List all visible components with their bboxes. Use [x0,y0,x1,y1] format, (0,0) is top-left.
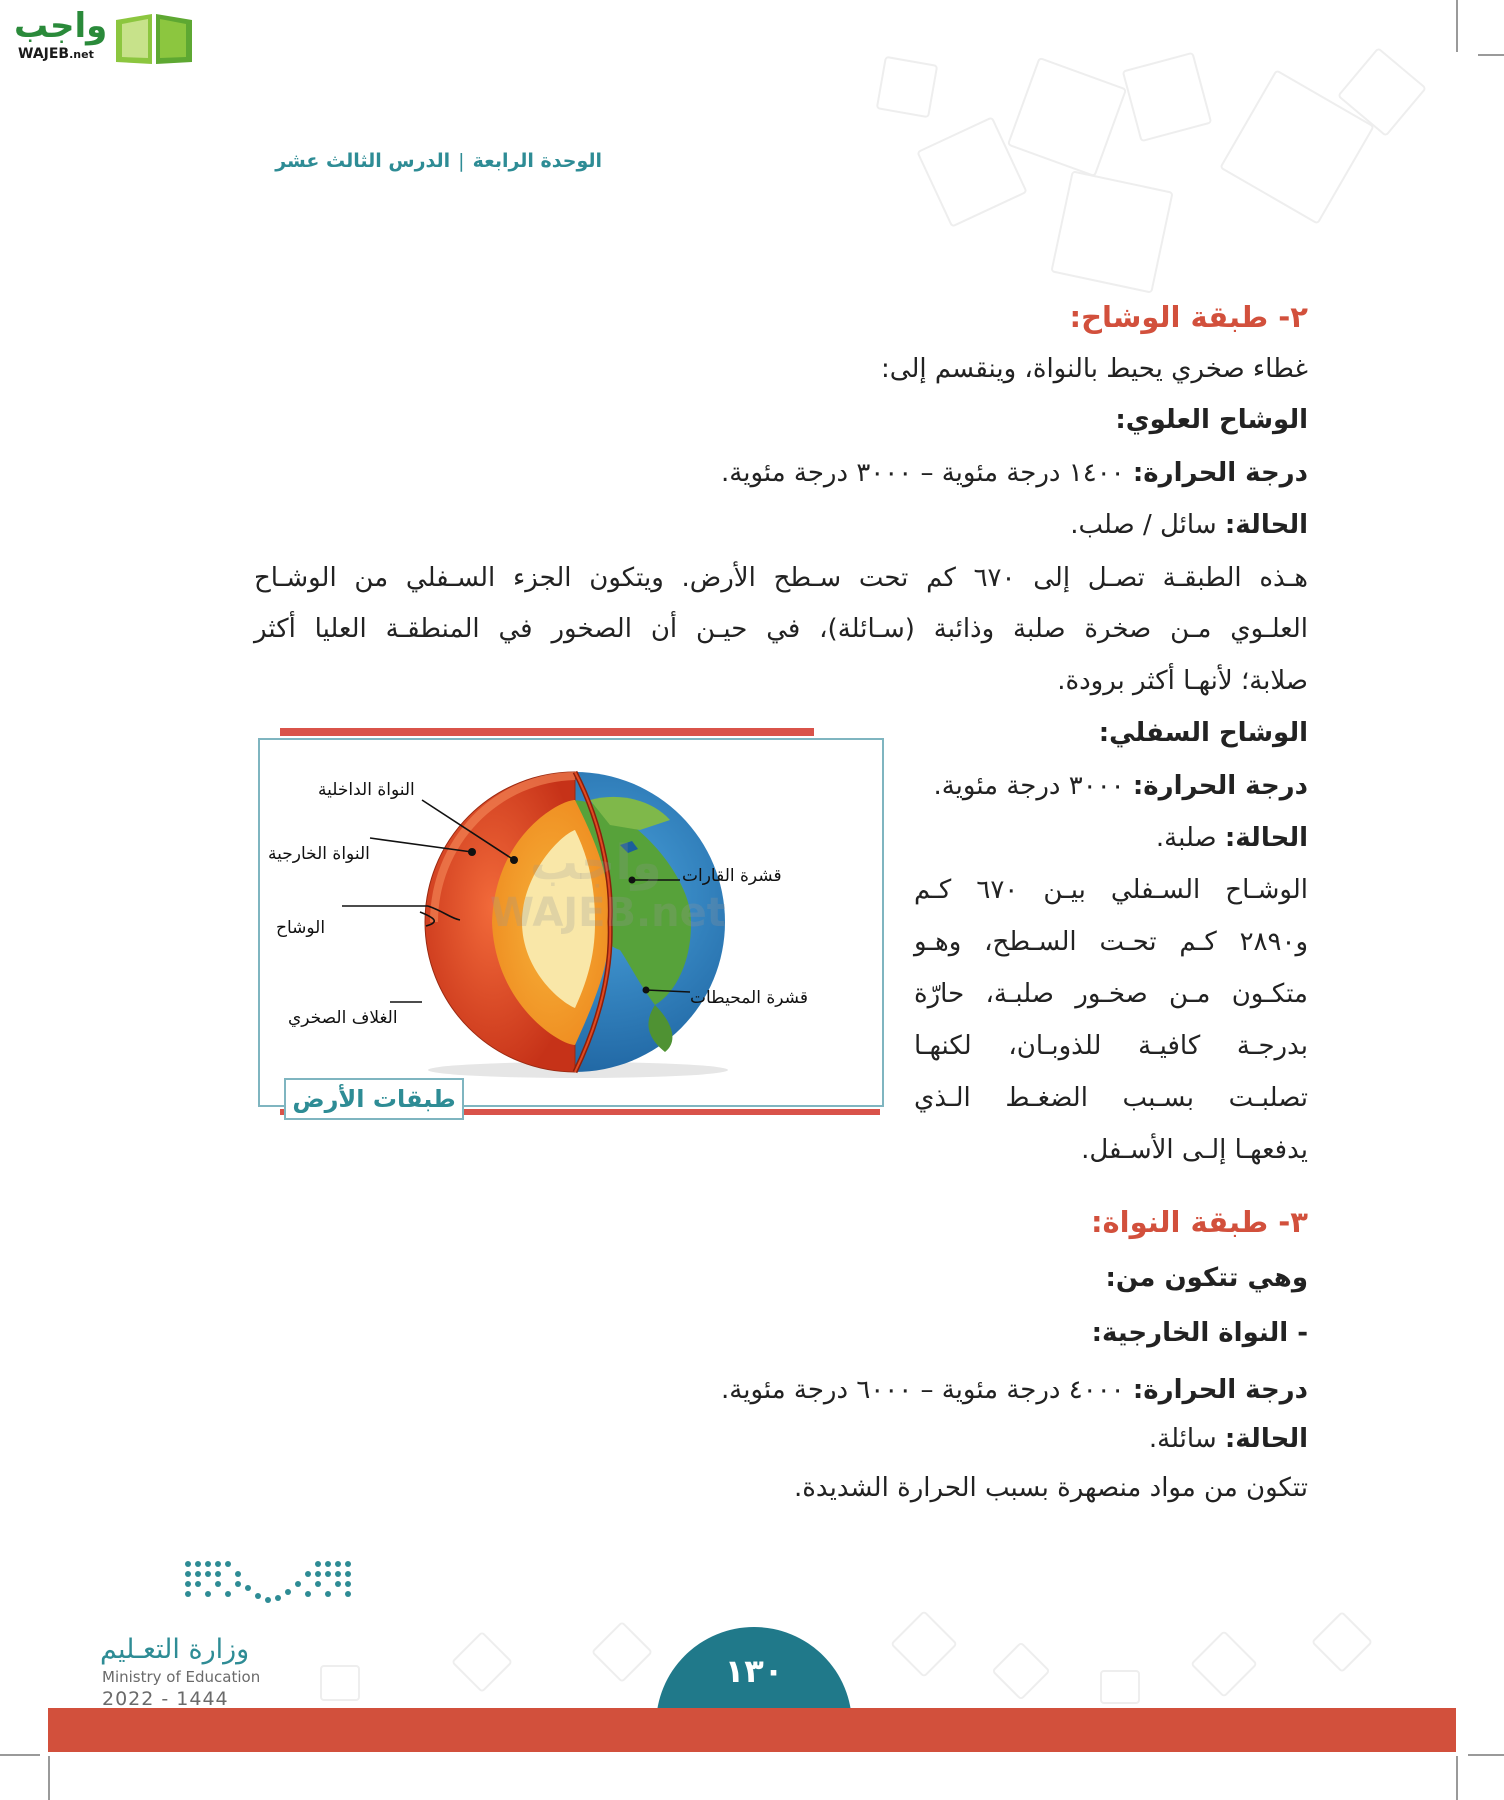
crop-mark [1456,0,1458,52]
state-value: سائلة. [1148,1424,1217,1454]
outer-core-paragraph: تتكون من مواد منصهرة بسبب الحرارة الشديدة. [794,1473,1308,1503]
upper-mantle-title: الوشاح العلوي: [1115,405,1308,435]
crop-mark [1478,54,1504,56]
label-continental-crust: قشرة القارات [682,866,782,886]
unit-label: الوحدة الرابعة [472,150,602,172]
lower-mantle-temperature [933,771,1308,801]
lower-mantle-paragraph-line: تصلبـت بسـبب الضغـط الـذي [914,1083,1308,1113]
upper-mantle-paragraph-line: صلابة؛ لأنهـا أكثر برودة. [1057,666,1308,696]
outer-core-state [1149,1424,1308,1454]
state-label: الحالة: [1224,510,1308,540]
crop-mark [0,1754,40,1756]
label-oceanic-crust: قشرة المحيطات [690,988,808,1008]
decor-square [1007,57,1127,177]
logo-arabic: واجب [14,6,108,46]
lower-mantle-paragraph-line: بدرجـة كافيـة للذوبـان، لكنهـا [914,1031,1308,1061]
state-label: الحالة: [1224,1424,1308,1454]
decor-square [1100,1670,1140,1704]
temp-value: ١٤٠٠ درجة مئوية – ٣٠٠٠ درجة مئوية. [721,458,1125,488]
core-intro: وهي تتكون من: [1105,1263,1308,1293]
figure-top-bar [280,728,814,736]
lower-mantle-paragraph-line: الوشـاح السـفلي بيـن ٦٧٠ كـم [914,875,1308,905]
state-label: الحالة: [1224,823,1308,853]
ministry-name-english: Ministry of Education [102,1668,261,1686]
temp-label: درجة الحرارة: [1132,771,1308,801]
decor-square [1122,52,1213,143]
figure-caption: طبقات الأرض [284,1078,464,1120]
section-heading-core: ٣- طبقة النواة: [1090,1205,1308,1239]
footer-band [48,1708,1456,1752]
crop-mark [1468,1754,1504,1756]
ministry-of-education-logo [100,1558,360,1708]
decor-square [991,1641,1050,1700]
lower-mantle-paragraph-line: يدفعهـا إلـى الأسـفل. [1081,1135,1308,1165]
figure-watermark: WAJEB.net [490,890,726,936]
outer-core-temperature [721,1375,1308,1405]
lower-mantle-title: الوشاح السفلي: [1098,718,1308,748]
outer-core-title: - النواة الخارجية: [1091,1318,1308,1348]
wajeb-logo[interactable] [8,4,198,68]
label-lithosphere: الغلاف الصخري [288,1008,398,1028]
state-value: صلبة. [1155,823,1217,853]
decor-square [451,1631,513,1693]
upper-mantle-temperature [721,458,1308,488]
label-mantle: الوشاح [276,918,326,938]
temp-label: درجة الحرارة: [1132,1375,1308,1405]
lower-mantle-state [1156,823,1308,853]
section-heading-mantle: ٢- طبقة الوشاح: [1069,300,1308,334]
upper-mantle-state [1070,510,1308,540]
crop-mark [48,1756,50,1800]
label-inner-core: النواة الداخلية [318,780,415,800]
lower-mantle-paragraph-line: متكـون مـن صخـور صلبـة، حارّة [914,979,1308,1009]
decor-square [1050,170,1173,293]
figure-watermark-arabic: واجب [530,835,662,891]
page-number: ١٣٠ [724,1652,784,1690]
logo-latin: WAJEB.net [18,46,94,62]
upper-mantle-paragraph-line: العلـوي مـن صخرة صلبة وذائبة (سـائلة)، في حيـن أن الصخور في المنطقـة العليا أكثر [254,614,1308,644]
decor-square [890,1610,958,1678]
crop-mark [1456,1756,1458,1800]
state-value: سائل / صلب. [1070,510,1217,540]
edition-year: 2022 - 1444 [102,1688,229,1710]
temp-label: درجة الحرارة: [1132,458,1308,488]
ministry-name-arabic: وزارة التعـليم [100,1634,250,1665]
decor-square [591,1621,653,1683]
upper-mantle-paragraph-line: هـذه الطبقـة تصـل إلى ٦٧٠ كم تحت سـطح الأرض. ويتكون الجزء السـفلي من الوشـاح [254,563,1308,593]
open-book-icon [114,10,194,66]
lesson-label: الدرس الثالث عشر [275,150,451,172]
header-separator: | [458,150,465,172]
decor-square [1190,1630,1258,1698]
unit-lesson-header [275,150,602,172]
figure-frame [258,738,884,1107]
temp-value: ٤٠٠٠ درجة مئوية – ٦٠٠٠ درجة مئوية. [721,1375,1125,1405]
decor-square [1311,1611,1373,1673]
mantle-intro: غطاء صخري يحيط بالنواة، وينقسم إلى: [881,354,1308,384]
temp-value: ٣٠٠٠ درجة مئوية. [933,771,1125,801]
decor-square [876,56,939,119]
vision-dots-icon [182,1558,362,1618]
label-outer-core: النواة الخارجية [268,844,370,864]
lower-mantle-paragraph-line: و٢٨٩٠ كـم تحـت السـطح، وهـو [914,927,1308,957]
earth-layers-figure [258,728,883,1113]
